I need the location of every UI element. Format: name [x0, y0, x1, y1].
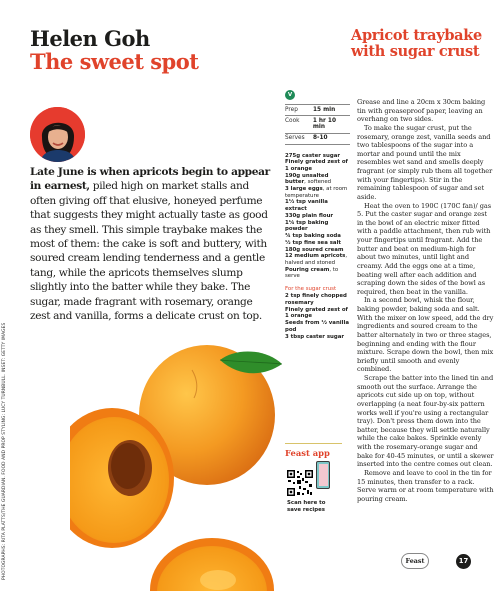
stat-value: 1 hr 10 min — [312, 117, 336, 131]
page-number: 17 — [456, 554, 471, 569]
ingredient-name: 3 tbsp caster sugar — [285, 333, 345, 340]
ingredient-name: 3 large eggs — [285, 186, 323, 193]
ingredient-item — [285, 186, 350, 199]
sugar-crust-heading: For the sugar crust — [285, 285, 337, 292]
method-step: Heat the oven to 190C (170C fan)/ gas 5. Put the caster sugar and orange zest in the bowl of an electric mixer fitted with a paddle attachment, then rub with your fingertips until fragrant. Add the butter and beat on medium-high for about two minutes, until light and creamy. Add the eggs one at a time, beating well after each addition and scraping down the sides of the bowl as required, then beat in the vanilla. — [357, 201, 492, 296]
photo-credit: PHOTOGRAPHS: RITA PLATTS/THE GUARDIAN. FOOD AND PROP STYLING: LUCY TURNBULL. INSET: GETTY IMAGES — [2, 322, 7, 580]
stat-label: Serves — [285, 135, 305, 142]
ingredient-name: 12 medium apricots — [285, 253, 346, 260]
phone-icon — [316, 461, 330, 489]
ingredient-list — [285, 153, 350, 280]
ingredient-item — [285, 334, 350, 341]
intro-paragraph — [30, 165, 275, 323]
stat-value: 15 min — [313, 106, 336, 113]
ingredient-item — [285, 220, 350, 233]
ingredient-name: Pouring cream — [285, 266, 330, 273]
stat-label: Cook — [285, 117, 300, 124]
ingredient-name: 275g caster sugar — [285, 152, 340, 159]
ingredient-item — [285, 240, 350, 247]
feast-app-box — [285, 443, 342, 543]
method-step: Scrape the batter into the lined tin and smooth out the surface. Arrange the apricots cut side up on top, without overlapping (a neat four-by-six pattern works well if you're using a rectangular tray). Don't press them down into the batter, because they will settle naturally while the cake bakes. Sprinkle evenly with the rosemary-orange sugar and bake for 40-45 minutes, or until a skewer inserted into the centre comes out clean. — [357, 374, 494, 469]
ingredient-note: , halved and stoned — [285, 253, 348, 266]
method-step: To make the sugar crust, put the rosemary, orange zest, vanilla seeds and two tablespoons of the sugar into a mortar and pound until the mix resembles wet sand and smells deeply fragrant (or simply rub them all together with your fingertips). Stir in the remaining tablespoon of sugar and set aside. — [357, 123, 493, 201]
ingredient-item — [285, 253, 350, 266]
stat-value: 8-10 — [313, 135, 328, 142]
ingredient-note: , to serve — [285, 266, 339, 280]
ingredient-name: 180g soured cream — [285, 246, 344, 253]
ingredient-item — [285, 293, 350, 306]
ingredient-item — [285, 173, 350, 186]
ingredient-note: , softened — [304, 179, 332, 186]
ingredient-name: Finely grated zest of 1 orange — [285, 159, 348, 172]
ingredient-item — [285, 233, 350, 240]
stat-row-serves — [285, 134, 350, 145]
ingredient-name: 190g unsalted butter — [285, 172, 329, 186]
scan-prompt: Scan here to save recipes — [287, 500, 326, 513]
ingredient-name: 2 tsp finely chopped rosemary — [285, 293, 347, 307]
apricot-illustration — [70, 330, 285, 591]
apricot-half-bottom — [150, 538, 274, 591]
ingredient-item — [285, 320, 350, 333]
stat-row-cook — [285, 116, 350, 134]
feast-app-title: Feast app — [285, 448, 330, 458]
method-step: In a second bowl, whisk the flour, baking powder, baking soda and salt. With the mixer on low speed, add the dry ingredients and soured cream to the batter alternately in two or three stages, beginning and ending with the flour mixture. Scrape down the bowl, then mix briefly until smooth and evenly combined. — [357, 296, 494, 374]
ingredient-name: Finely grated zest of 1 orange — [285, 306, 348, 320]
recipe-sidebar — [285, 90, 350, 340]
ingredient-note: , at room temperature — [285, 186, 348, 199]
qr-code-icon[interactable] — [287, 470, 313, 496]
ingredient-item — [285, 213, 350, 220]
ingredient-name: ¾ tsp baking soda — [285, 232, 341, 239]
intro-lead: Late June is when apricots begin to appear in earnest, — [30, 166, 270, 193]
vegetarian-badge: V — [285, 90, 295, 100]
ingredient-item — [285, 159, 350, 172]
ingredient-item — [285, 153, 350, 160]
ingredient-item — [285, 247, 350, 254]
recipe-title: Apricot traybake with sugar crust — [351, 27, 482, 60]
ingredient-item — [285, 199, 350, 212]
author-name: Helen Goh — [30, 26, 150, 51]
stat-row-prep — [285, 105, 350, 116]
intro-body: piled high on market stalls and often giving off that elusive, honeyed perfume that suggests they might actually taste as good as they smell. This simple traybake makes the most of them: the cake is soft and buttery, with soured cream lending tenderness and a gentle tang, while the apricots themselves slump slightly into the batter while they bake. The sugar, made fragrant with rosemary, orange zest and vanilla, forms a delicate crust on top. — [30, 180, 268, 323]
ingredient-name: Seeds from ½ vanilla pod — [285, 320, 349, 333]
method-text — [357, 98, 495, 503]
author-avatar — [30, 107, 85, 162]
ingredient-name: 1¼ tsp baking powder — [285, 219, 329, 233]
ingredient-name: ½ tsp fine sea salt — [285, 239, 341, 246]
ingredient-item — [285, 307, 350, 320]
method-step: Remove and leave to cool in the tin for 15 minutes, then transfer to a rack. Serve warm or at room temperature with pouring cream. — [357, 468, 494, 503]
column-title: The sweet spot — [30, 49, 199, 74]
ingredient-item — [285, 267, 350, 280]
recipe-stats — [285, 104, 350, 145]
section-badge: Feast — [401, 553, 429, 569]
ingredient-name: 1½ tsp vanilla extract — [285, 199, 328, 212]
method-step: Grease and line a 20cm x 30cm baking tin with greaseproof paper, leaving an overhang on two sides. — [357, 98, 486, 124]
stat-label: Prep — [285, 106, 298, 113]
sugar-crust-list — [285, 293, 350, 340]
ingredient-name: 330g plain flour — [285, 212, 334, 219]
